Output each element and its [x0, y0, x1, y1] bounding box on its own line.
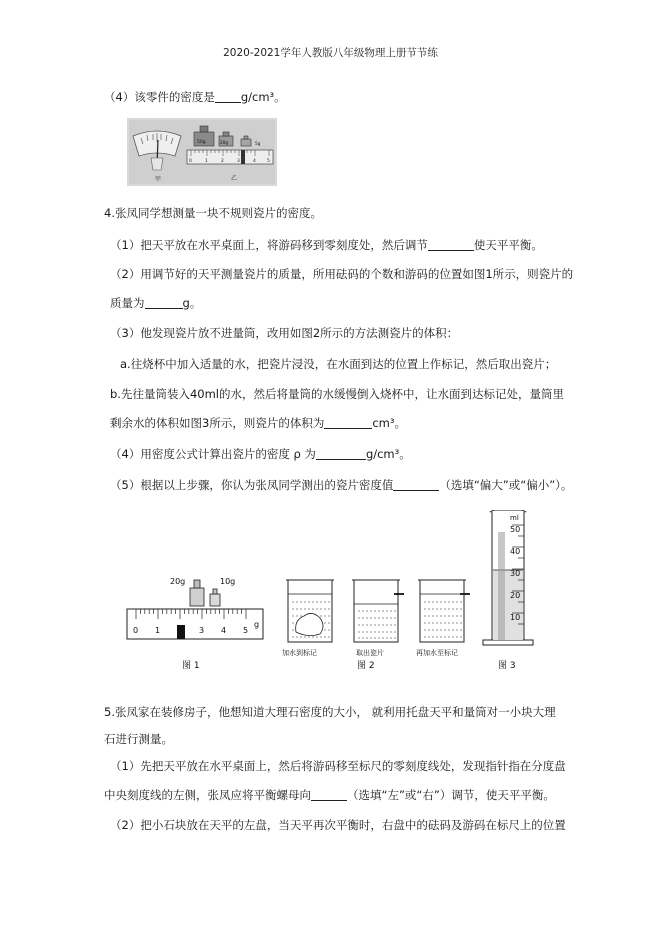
q4-step3: （3）他发现瓷片放不进量筒，改用如图2所示的方法测瓷片的体积： — [110, 326, 459, 340]
q4-step1: （1）把天平放在水平桌面上，将游码移到零刻度处，然后调节 使天平平衡。 — [110, 238, 543, 252]
weight-10g-label: 10g — [220, 577, 236, 586]
cylinder-tick-label: 20 — [510, 591, 521, 600]
beaker3-label: 再加水至标记 — [416, 649, 458, 657]
q4-step3b-line2: 剩余水的体积如图3所示，则瓷片的体积为 cm³。 — [110, 416, 406, 430]
q4-step3a: a.往烧杯中加入适量的水，把瓷片浸没，在水面到达的位置上作标记，然后取出瓷片； — [120, 357, 557, 371]
cylinder-tick-label: 10 — [510, 613, 521, 622]
weight-20g — [190, 588, 204, 606]
q-part4-line: （4）该零件的密度是 g/cm³。 — [104, 90, 286, 104]
scale-tick-label: 1 — [155, 626, 161, 635]
scale-tick-label: 5 — [243, 626, 249, 635]
answer-blank[interactable] — [215, 90, 241, 103]
photo-weight-50: 50g — [197, 140, 206, 145]
page-header: 2020-2021学年人教版八年级物理上册节节练 — [223, 47, 438, 59]
photo-tick: 3 — [237, 159, 240, 164]
photo-label-jia: 甲 — [155, 176, 162, 183]
q4-title: 4.张凤同学想测量一块不规则瓷片的密度。 — [104, 206, 322, 220]
experiment-figures — [120, 510, 540, 675]
rider — [177, 625, 185, 639]
fig3-graduated-cylinder — [483, 510, 533, 671]
q5-step1-line1: （1）先把天平放在水平桌面上，然后将游码移至标尺的零刻度线处，发现指针指在分度盘 — [110, 759, 566, 773]
q5-title-line1: 5.张凤家在装修房子，他想知道大理石密度的大小， 就利用托盘天平和量筒对一小块大理 — [104, 705, 556, 719]
q4-step3b-line1: b.先往量筒装入40ml的水，然后将量筒的水缓慢倒入烧杯中，让水面到达标记处，量筒里 — [110, 387, 564, 401]
fig1-caption: 图 1 — [182, 661, 200, 671]
answer-blank[interactable] — [428, 238, 474, 251]
q5-step1-line2: 中央刻度线的左侧，张凤应将平衡螺母向 （选填“左”或“右”）调节，使天平平衡。 — [104, 788, 555, 802]
answer-blank[interactable] — [324, 416, 372, 429]
photo-tick: 2 — [221, 159, 224, 164]
porcelain-shard — [296, 613, 323, 635]
cylinder-tick-label: 50 — [510, 525, 521, 534]
photo-tick: 4 — [253, 159, 256, 164]
water-column — [493, 570, 523, 640]
photo-label-yi: 乙 — [231, 175, 238, 182]
answer-blank[interactable] — [311, 788, 347, 801]
cylinder-unit: ml — [510, 514, 519, 522]
answer-blank[interactable] — [145, 296, 183, 309]
photo-weight-5: 5g — [255, 141, 261, 146]
cylinder-tick-label: 30 — [510, 569, 521, 578]
fig1-balance-scale — [127, 577, 263, 671]
q5-title-line2: 石进行测量。 — [104, 732, 173, 746]
balance-photo — [127, 118, 277, 186]
photo-tick: 1 — [205, 159, 208, 164]
weight-10g — [210, 594, 220, 606]
scale-tick-label: 0 — [133, 626, 139, 635]
scale-tick-label: 4 — [221, 626, 227, 635]
fig2-caption: 图 2 — [357, 661, 375, 671]
q4-step5: （5）根据以上步骤，你认为张凤同学测出的瓷片密度值 （选填“偏大”或“偏小”）。 — [110, 478, 573, 492]
scale-tick-label: 3 — [199, 626, 205, 635]
weight-20g-label: 20g — [170, 577, 186, 586]
q4-step2-line1: （2）用调节好的天平测量瓷片的质量，所用砝码的个数和游码的位置如图1所示，则瓷片的 — [110, 267, 574, 281]
beaker1-label: 加水到标记 — [282, 649, 317, 657]
q5-step2: （2）把小石块放在天平的左盘，当天平再次平衡时，右盘中的砝码及游码在标尺上的位置 — [110, 818, 566, 832]
q4-step2-line2: 质量为 g。 — [110, 296, 202, 310]
cylinder-tick-label: 40 — [510, 547, 521, 556]
photo-weight-20: 20g — [220, 140, 228, 145]
fig3-caption: 图 3 — [498, 661, 516, 671]
answer-blank[interactable] — [393, 478, 439, 491]
fig2-beakers — [282, 580, 470, 671]
scale-unit: g — [254, 620, 260, 629]
photo-tick: 5 — [267, 159, 270, 164]
answer-blank[interactable] — [316, 447, 366, 460]
photo-tick: 0 — [189, 159, 192, 164]
beaker2-label: 取出瓷片 — [356, 649, 384, 657]
q4-step4: （4）用密度公式计算出瓷片的密度 ρ 为 g/cm³。 — [110, 447, 411, 461]
